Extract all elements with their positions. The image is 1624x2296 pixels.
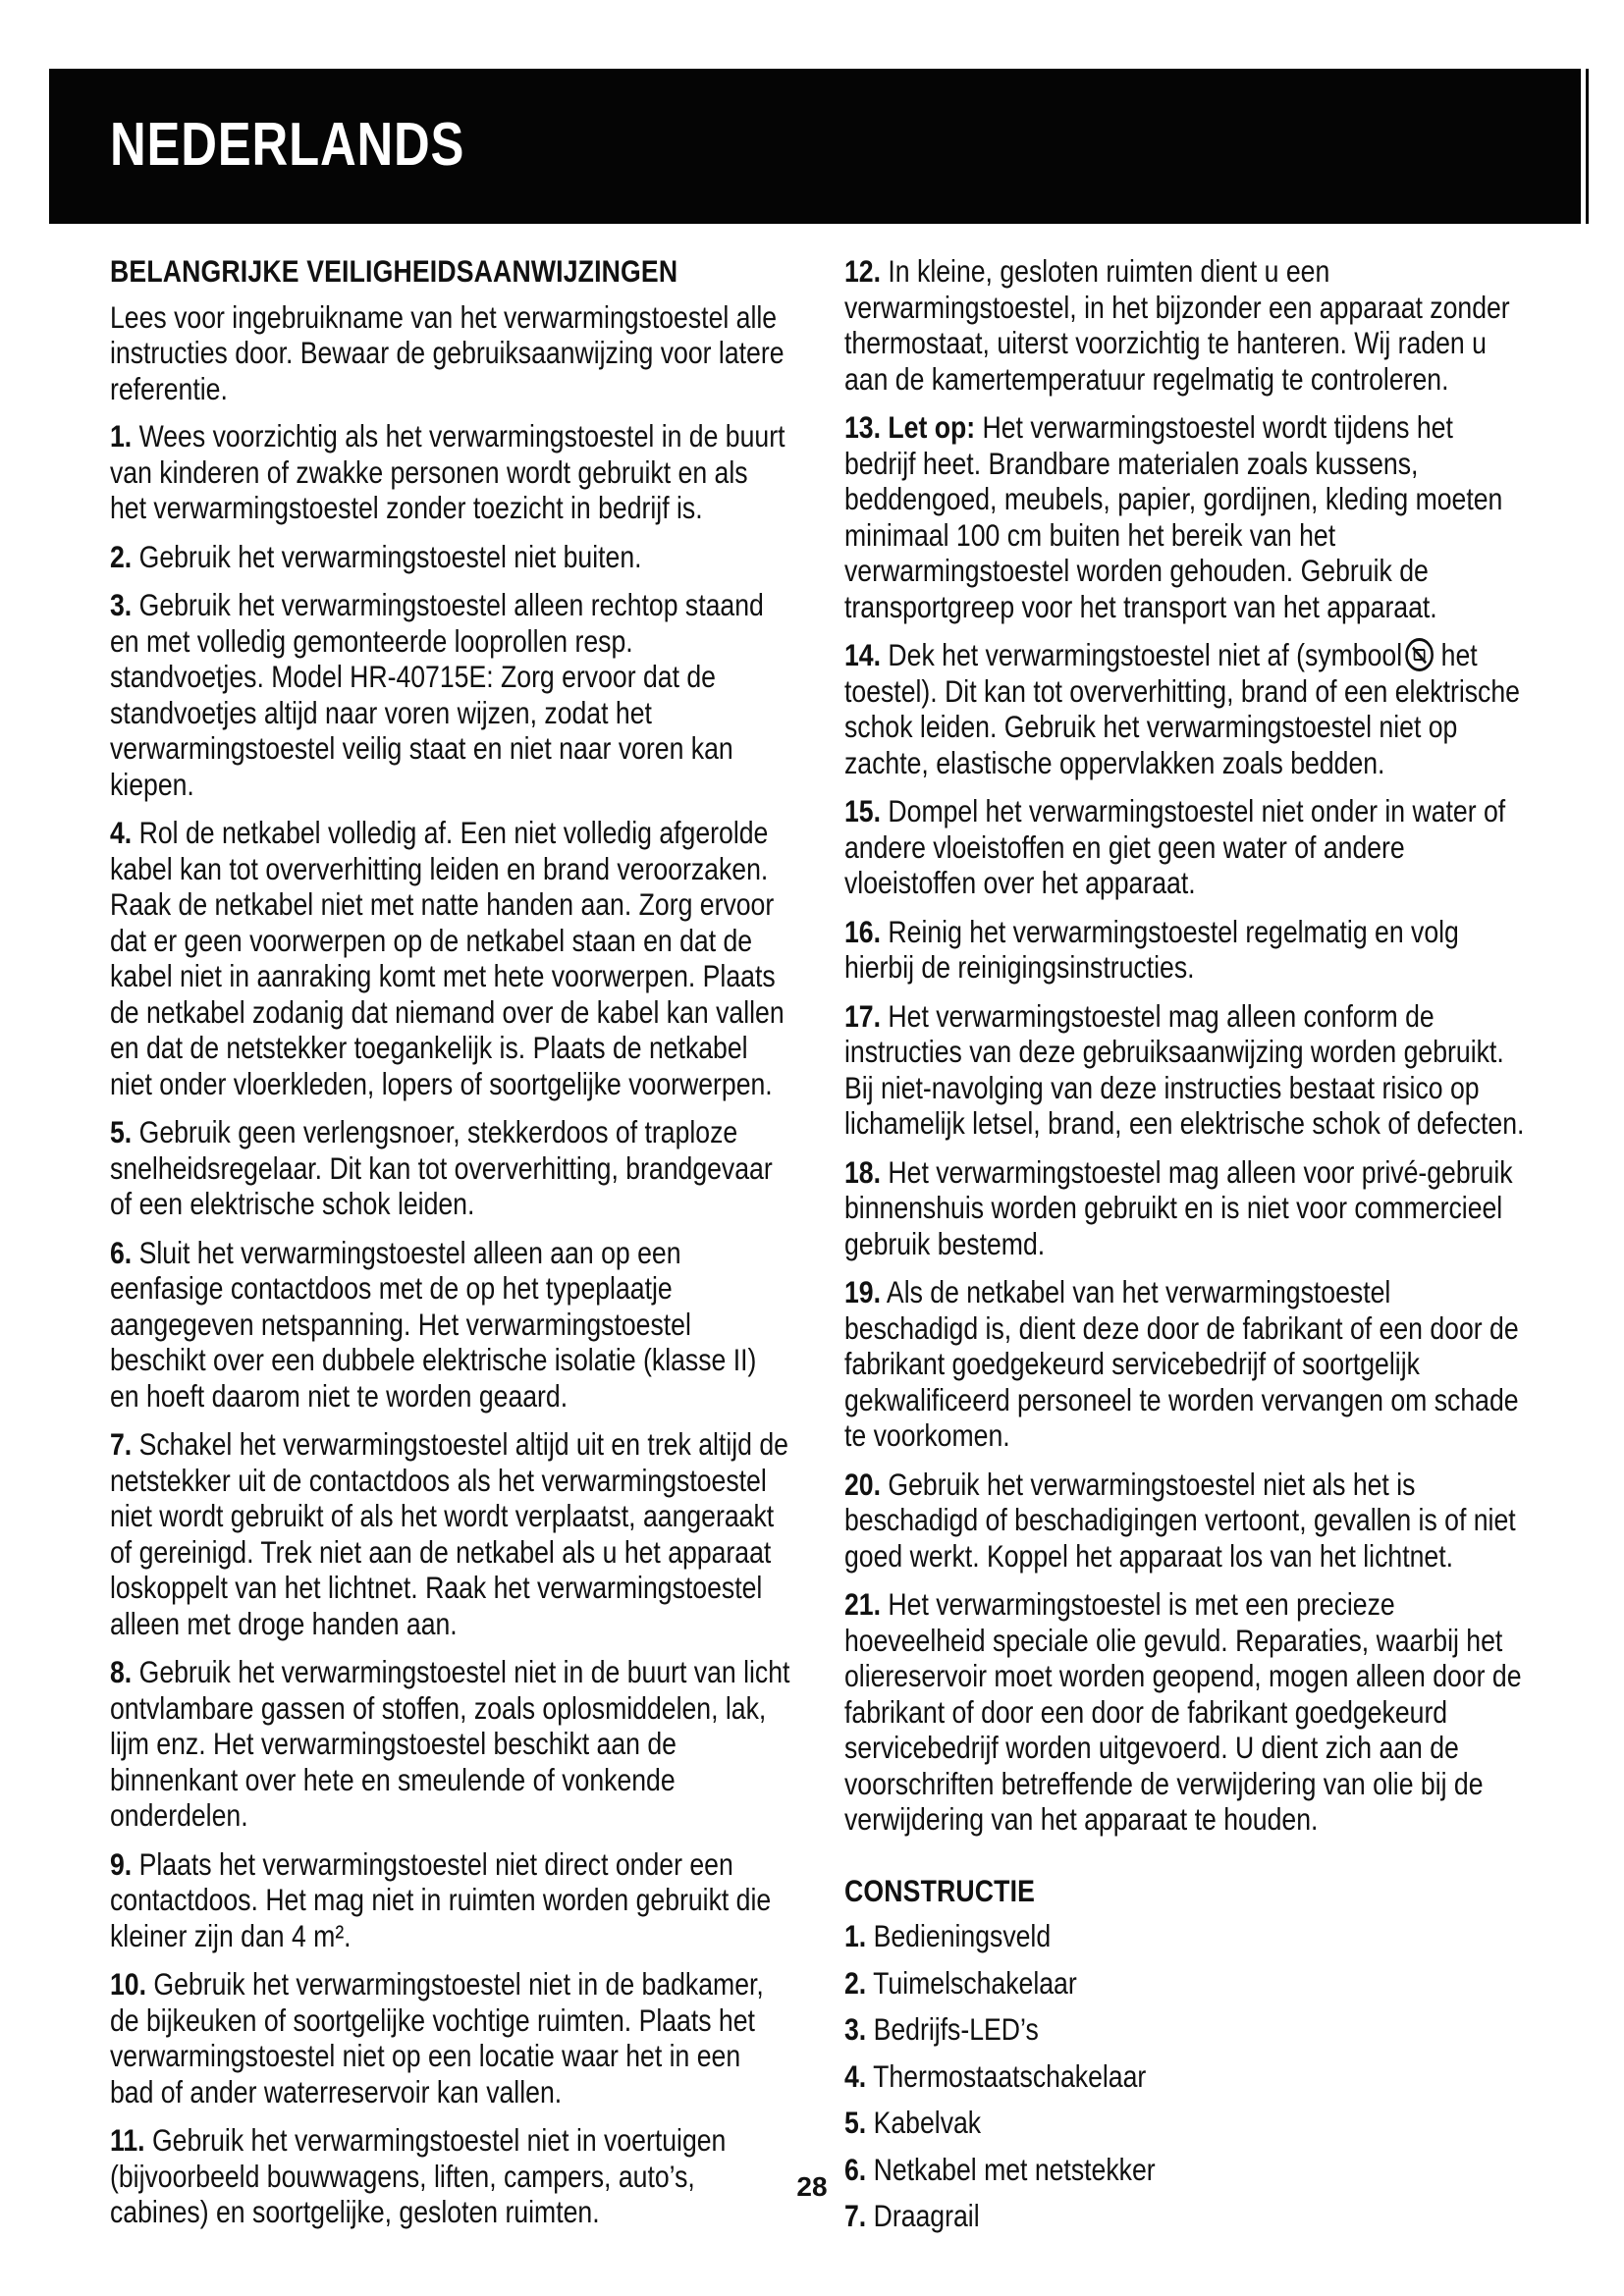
safety-item-1: 1. Wees voorzichtig als het verwarmingstoestel in de buurt van kinderen of zwakke personen wordt gebruikt en als het verwarmingstoestel zonder toezicht in bedrijf is. xyxy=(110,418,785,525)
safety-item-6: 6. Sluit het verwarmingstoestel alleen aan op een eenfasige contactdoos met de op het typeplaatje aangegeven netspanning. Het verwarmingstoestel beschikt over een dubbele elektrische isolatie (klasse II) en hoeft daarom niet te worden geaard. xyxy=(110,1234,757,1414)
safety-item-9: 9. Plaats het verwarmingstoestel niet direct onder een contactdoos. Het mag niet in ruimten worden gebruikt die kleiner zijn dan 4 m². xyxy=(110,1845,772,1953)
construction-heading: CONSTRUCTIE xyxy=(844,1872,1036,1908)
safety-item-8: 8. Gebruik het verwarmingstoestel niet in de buurt van licht ontvlambare gassen of stoffen, zoals oplosmiddelen, lak, lijm enz. Het verwarmingstoestel beschikt aan de binnenkant over hete en smeulende of vonkende onderdelen. xyxy=(110,1654,790,1833)
page-number: 28 xyxy=(796,2171,828,2202)
safety-item-19: 19. Als de netkabel van het verwarmingstoestel beschadigd is, dient deze door de fabrikant of een door de fabrikant goedgekeurd servicebedrijf of soortgelijk gekwalificeerd personeel te worden vervangen om schade te voorkomen. xyxy=(844,1274,1519,1453)
construction-item-5: 5. Kabelvak xyxy=(844,2105,982,2140)
construction-item-3: 3. Bedrijfs-LED’s xyxy=(844,2011,1039,2047)
construction-item-6: 6. Netkabel met netstekker xyxy=(844,2151,1156,2187)
right-column xyxy=(844,253,1532,2245)
safety-item-14: 14. Dek het verwarmingstoestel niet af (symbool het toestel). Dit kan tot oververhitting, brand of een elektrische schok leiden. Gebruik het verwarmingstoestel niet op zachte, elastische oppervlakken zoals bedden. xyxy=(844,637,1520,780)
construction-item-2: 2. Tuimelschakelaar xyxy=(844,1964,1077,2001)
safety-item-12: 12. In kleine, gesloten ruimten dient u een verwarmingstoestel, in het bijzonder een apparaat zonder thermostaat, uiterst voorzichtig te hanteren. Wij raden u aan de kamertemperatuur regelmatig te controleren. xyxy=(844,253,1510,397)
construction-item-1: 1. Bedieningsveld xyxy=(844,1918,1052,1953)
safety-item-16: 16. Reinig het verwarmingstoestel regelmatig en volg hierbij de reinigingsinstructies. xyxy=(844,913,1459,985)
safety-item-20: 20. Gebruik het verwarmingstoestel niet als het is beschadigd of beschadigingen vertoont, gevallen is of niet goed werkt. Koppel het apparaat los van het lichtnet. xyxy=(844,1466,1516,1574)
left-column xyxy=(110,253,797,2243)
safety-item-3: 3. Gebruik het verwarmingstoestel alleen rechtop staand en met volledig gemonteerde looprollen resp. standvoetjes. Model HR-40715E: Zorg ervoor dat de standvoetjes altijd naar voren wijzen, zodat het verwarmingstoestel veilig staat en niet naar voren kan kiepen. xyxy=(110,587,764,802)
safety-item-2: 2. Gebruik het verwarmingstoestel niet buiten. xyxy=(110,538,642,574)
safety-heading: BELANGRIJKE VEILIGHEIDSAANWIJZINGEN xyxy=(110,253,678,289)
safety-intro: Lees voor ingebruikname van het verwarmingstoestel alle instructies door. Bewaar de gebruiksaanwijzing voor latere referentie. xyxy=(110,298,785,406)
do-not-cover-icon xyxy=(1405,638,1434,671)
safety-item-7: 7. Schakel het verwarmingstoestel altijd uit en trek altijd de netstekker uit de contactdoos als het verwarmingstoestel niet wordt gebruikt of als het wordt verplaatst, aangeraakt of gereinigd. Trek niet aan de netkabel als u het apparaat loskoppelt van het lichtnet. Raak het verwarmingstoestel alleen met droge handen aan. xyxy=(110,1426,788,1641)
construction-item-7: 7. Draagrail xyxy=(844,2198,980,2233)
header-edge-line xyxy=(1586,69,1589,224)
safety-item-17: 17. Het verwarmingstoestel mag alleen conform de instructies van deze gebruiksaanwijzing worden gebruikt. Bij niet-navolging van deze instructies bestaat risico op lichamelijk letsel, brand, een elektrische schok of defecten. xyxy=(844,997,1525,1141)
safety-item-10: 10. Gebruik het verwarmingstoestel niet in de badkamer, de bijkeuken of soortgelijke vochtige ruimten. Plaats het verwarmingstoestel niet op een locatie waar het in een bad of ander waterreservoir kan vallen. xyxy=(110,1966,764,2109)
language-header-bar xyxy=(49,69,1581,224)
safety-item-5: 5. Gebruik geen verlengsnoer, stekkerdoos of traploze snelheidsregelaar. Dit kan tot oververhitting, brandgevaar of een elektrische schok leiden. xyxy=(110,1114,773,1221)
safety-item-13: 13. Let op: Het verwarmingstoestel wordt tijdens het bedrijf heet. Brandbare materialen zoals kussens, beddengoed, meubels, papier, gordijnen, kleding moeten minimaal 100 cm buiten het bereik van het verwarmingstoestel worden gehouden. Gebruik de transportgreep voor het transport van het apparaat. xyxy=(844,409,1503,624)
safety-item-15: 15. Dompel het verwarmingstoestel niet onder in water of andere vloeistoffen en giet geen water of andere vloeistoffen over het apparaat. xyxy=(844,793,1506,900)
language-title: NEDERLANDS xyxy=(110,111,465,179)
safety-item-4: 4. Rol de netkabel volledig af. Een niet volledig afgerolde kabel kan tot oververhitting leiden en brand veroorzaken. Raak de netkabel niet met natte handen aan. Zorg ervoor dat er geen voorwerpen op de netkabel staan en dat de kabel niet in aanraking komt met hete voorwerpen. Plaats de netkabel zodanig dat niemand over de kabel kan vallen en dat de netstekker toegankelijk is. Plaats de netkabel niet onder vloerkleden, lopers of soortgelijke voorwerpen. xyxy=(110,815,785,1101)
safety-item-18: 18. Het verwarmingstoestel mag alleen voor privé-gebruik binnenshuis worden gebruikt en is niet voor commercieel gebruik bestemd. xyxy=(844,1153,1513,1261)
safety-item-11: 11. Gebruik het verwarmingstoestel niet in voertuigen (bijvoorbeeld bouwwagens, liften, campers, auto’s, cabines) en soortgelijke, gesloten ruimten. xyxy=(110,2122,727,2229)
safety-item-21: 21. Het verwarmingstoestel is met een precieze hoeveelheid speciale olie gevuld. Reparaties, waarbij het oliereservoir moet worden geopend, mogen alleen door de fabrikant of door een door de fabrikant goedgekeurd servicebedrijf worden uitgevoerd. U dient zich aan de voorschriften betreffende de verwijdering van olie bij de verwijdering van het apparaat te houden. xyxy=(844,1586,1522,1837)
construction-item-4: 4. Thermostaatschakelaar xyxy=(844,2057,1147,2094)
